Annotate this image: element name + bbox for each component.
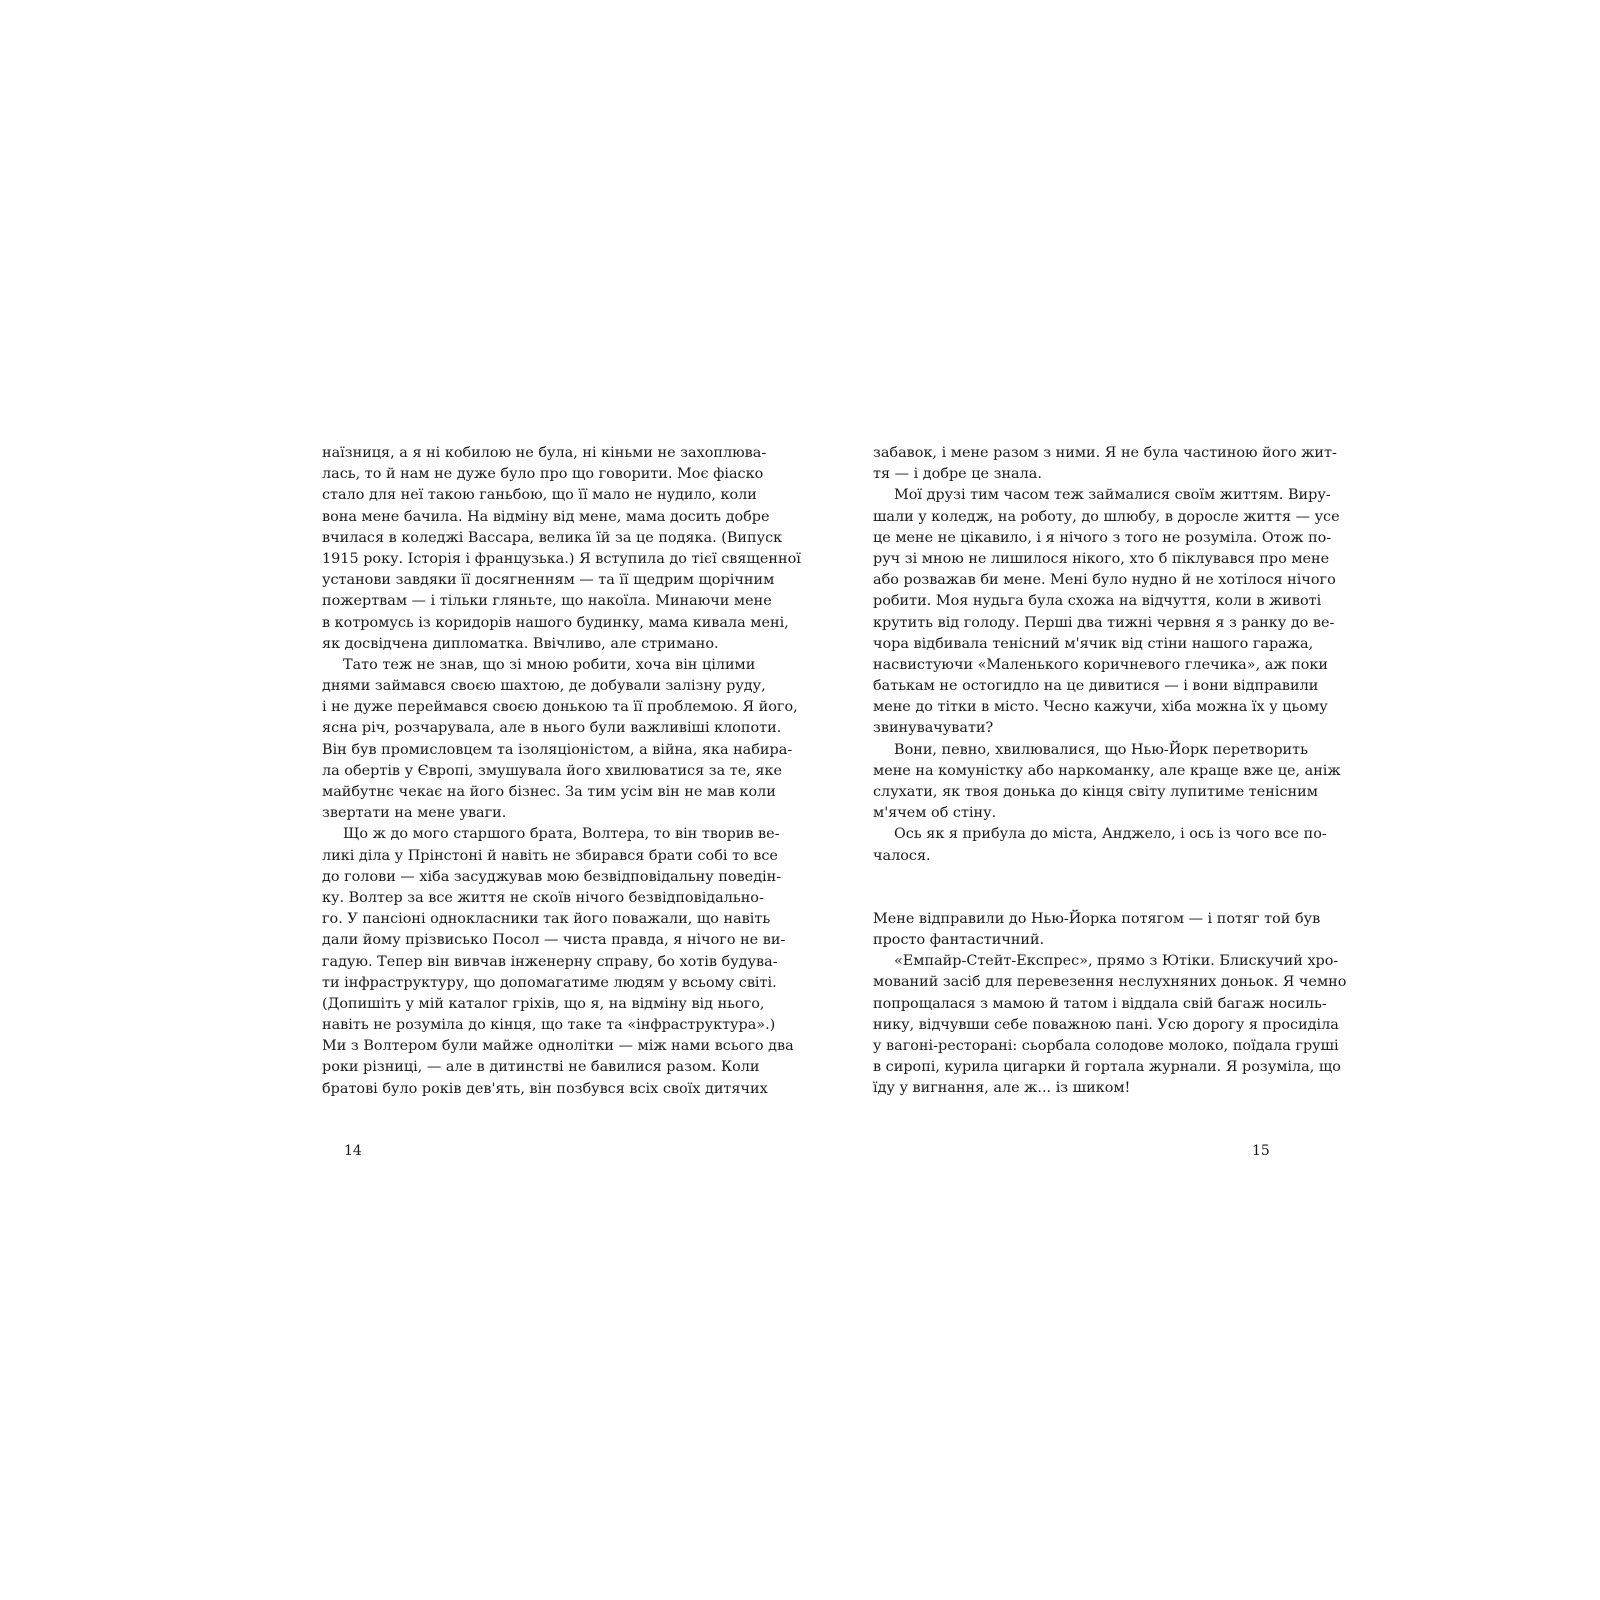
text-line: крутить від голоду. Перші два тижні червня я з ранку до ве-	[873, 614, 1335, 631]
text-line: Мене відправили до Нью-Йорка потягом — і потяг той був	[873, 910, 1321, 927]
text-line: в котромусь із коридорів нашого будинку, мама кивала мені,	[322, 614, 789, 631]
text-line: мене до тітки в місто. Чесно кажучи, хіба можна їх у цьому	[873, 699, 1328, 716]
text-line: тя — і добре це знала.	[873, 466, 1042, 483]
text-line: батькам не остогидло на це дивитися — і вони відправили	[873, 678, 1319, 695]
text-line: шали у коледж, на роботу, до шлюбу, в доросле життя — усе	[873, 508, 1340, 525]
text-line: роки різниці, — але в дитинстві не бавилися разом. Коли	[322, 1059, 760, 1076]
section-break	[873, 867, 1293, 909]
text-line: звертати на мене уваги.	[322, 805, 507, 822]
text-line: наїзниця, а я ні кобилою не була, ні кіньми не захоплюва-	[322, 445, 767, 461]
text-line: як досвідчена дипломатка. Ввічливо, але стримано.	[322, 635, 719, 652]
text-line: слухати, як твоя донька до кінця світу лупитиме тенісним	[873, 784, 1318, 800]
text-line: ку. Волтер за все життя не скоїв нічого безвідповідально-	[322, 889, 764, 906]
text-line: це мене не цікавило, і я нічого з того не розуміла. Отож по-	[873, 529, 1332, 546]
text-line: ликі діла у Прінстоні й навіть не збирався брати собі то все	[322, 847, 778, 864]
text-line: майбутнє чекає на його бізнес. За тим усім він не мав коли	[322, 784, 776, 800]
text-line: нику, відчувши себе поважною пані. Усю дорогу я просиділа	[873, 1016, 1339, 1033]
paragraph-first-line: Вони, певно, хвилювалися, що Нью-Йорк перетворить	[894, 741, 1308, 758]
paragraph-first-line: Тато теж не знав, що зі мною робити, хоча він цілими	[343, 656, 756, 673]
text-line: навіть не розуміла до кінця, що таке та «інфраструктура».)	[322, 1017, 776, 1034]
text-line: насвистуючи «Маленького коричневого глечика», аж поки	[873, 656, 1328, 673]
right-page-text	[873, 443, 1347, 1099]
text-line: ти інфраструктуру, що допомагатиме людям у всьому світі.	[322, 974, 777, 991]
paragraph-first-line: Мої друзі тим часом теж займалися своїм життям. Виру-	[894, 487, 1331, 504]
text-line: чалося.	[873, 847, 931, 864]
text-line: вчилася в коледжі Вассара, велика їй за це подяка. (Випуск	[322, 529, 783, 546]
text-line: ясна річ, розчарувала, але в нього були важливіші клопоти.	[322, 720, 782, 737]
text-line: (Допишіть у мій каталог гріхів, що я, на відміну від нього,	[322, 995, 765, 1012]
text-line: чора відбивала тенісний м'ячик від стіни нашого гаража,	[873, 635, 1314, 652]
text-line: стало для неї такою ганьбою, що її мало не нудило, коли	[322, 487, 757, 504]
text-line: гадую. Тепер він вивчав інженерну справу, бо хотів будува-	[322, 953, 778, 970]
text-line: і не дуже переймався своєю донькою та її проблемою. Я його,	[322, 699, 798, 716]
text-line: руч зі мною не лишилося нікого, хто б піклувався про мене	[873, 550, 1330, 567]
paragraph-first-line: Ось як я прибула до міста, Анджело, і ось із чого все по-	[894, 826, 1327, 843]
text-line: Він був промисловцем та ізоляціоністом, а війна, яка набира-	[322, 741, 793, 758]
text-line: просто фантастичний.	[873, 931, 1045, 948]
text-line: установи завдяки її досягненням — та її щедрим щорічним	[322, 572, 775, 589]
left-page-text	[322, 443, 801, 1100]
text-line: звинувачувати?	[873, 720, 994, 737]
text-line: до голови — хіба засуджував мою безвідповідальну поведін-	[322, 868, 782, 885]
text-line: лась, то й нам не дуже було про що говорити. Моє фіаско	[322, 466, 764, 483]
text-line: їду у вигнання, але ж... із шиком!	[873, 1080, 1131, 1097]
paragraph-first-line: Що ж до мого старшого брата, Волтера, то він творив ве-	[343, 826, 780, 843]
page-number-left: 14	[344, 1143, 362, 1159]
text-line: мований засіб для перевезення неслухняних доньок. Я чемно	[873, 974, 1347, 991]
text-line: го. У пансіоні однокласники так його поважали, що навіть	[322, 911, 771, 928]
text-line: м'ячем об стіну.	[873, 805, 997, 822]
text-line: мене на комуністку або наркоманку, але краще вже це, аніж	[873, 762, 1341, 779]
text-line: в сиропі, курила цигарки й гортала журнали. Я розуміла, що	[873, 1059, 1341, 1076]
text-line: 1915 року. Історія і французька.) Я вступила до тієї священної	[322, 550, 801, 567]
text-line: у вагоні-ресторані: сьорбала солодове молоко, поїдала груші	[873, 1037, 1339, 1054]
text-line: братові було років дев'ять, він позбувся всіх своїх дитячих	[322, 1080, 768, 1097]
page-number-right: 15	[1252, 1143, 1270, 1159]
text-line: вона мене бачила. На відміну від мене, мама досить добре	[322, 508, 770, 525]
text-line: робити. Моя нудьга була схожа на відчуття, коли в животі	[873, 593, 1322, 610]
text-line: ла обертів у Європі, змушувала його хвилюватися за те, яке	[322, 762, 782, 779]
paragraph-first-line: «Емпайр-Стейт-Експрес», прямо з Ютіки. Блискучий хро-	[894, 953, 1339, 970]
text-line: Ми з Волтером були майже однолітки — між нами всього два	[322, 1038, 794, 1055]
text-line: пожертвам — і тільки гляньте, що накоїла. Минаючи мене	[322, 593, 772, 610]
text-line: або розважав би мене. Мені було нудно й не хотілося нічого	[873, 572, 1336, 589]
text-line: попрощалася з мамою й татом і віддала свій багаж носиль-	[873, 995, 1327, 1012]
text-line: дали йому прізвисько Посол — чиста правда, я нічого не ви-	[322, 932, 786, 949]
text-line: днями займався своєю шахтою, де добували залізну руду,	[322, 678, 766, 695]
text-line: забавок, і мене разом з ними. Я не була частиною його жит-	[873, 445, 1337, 461]
